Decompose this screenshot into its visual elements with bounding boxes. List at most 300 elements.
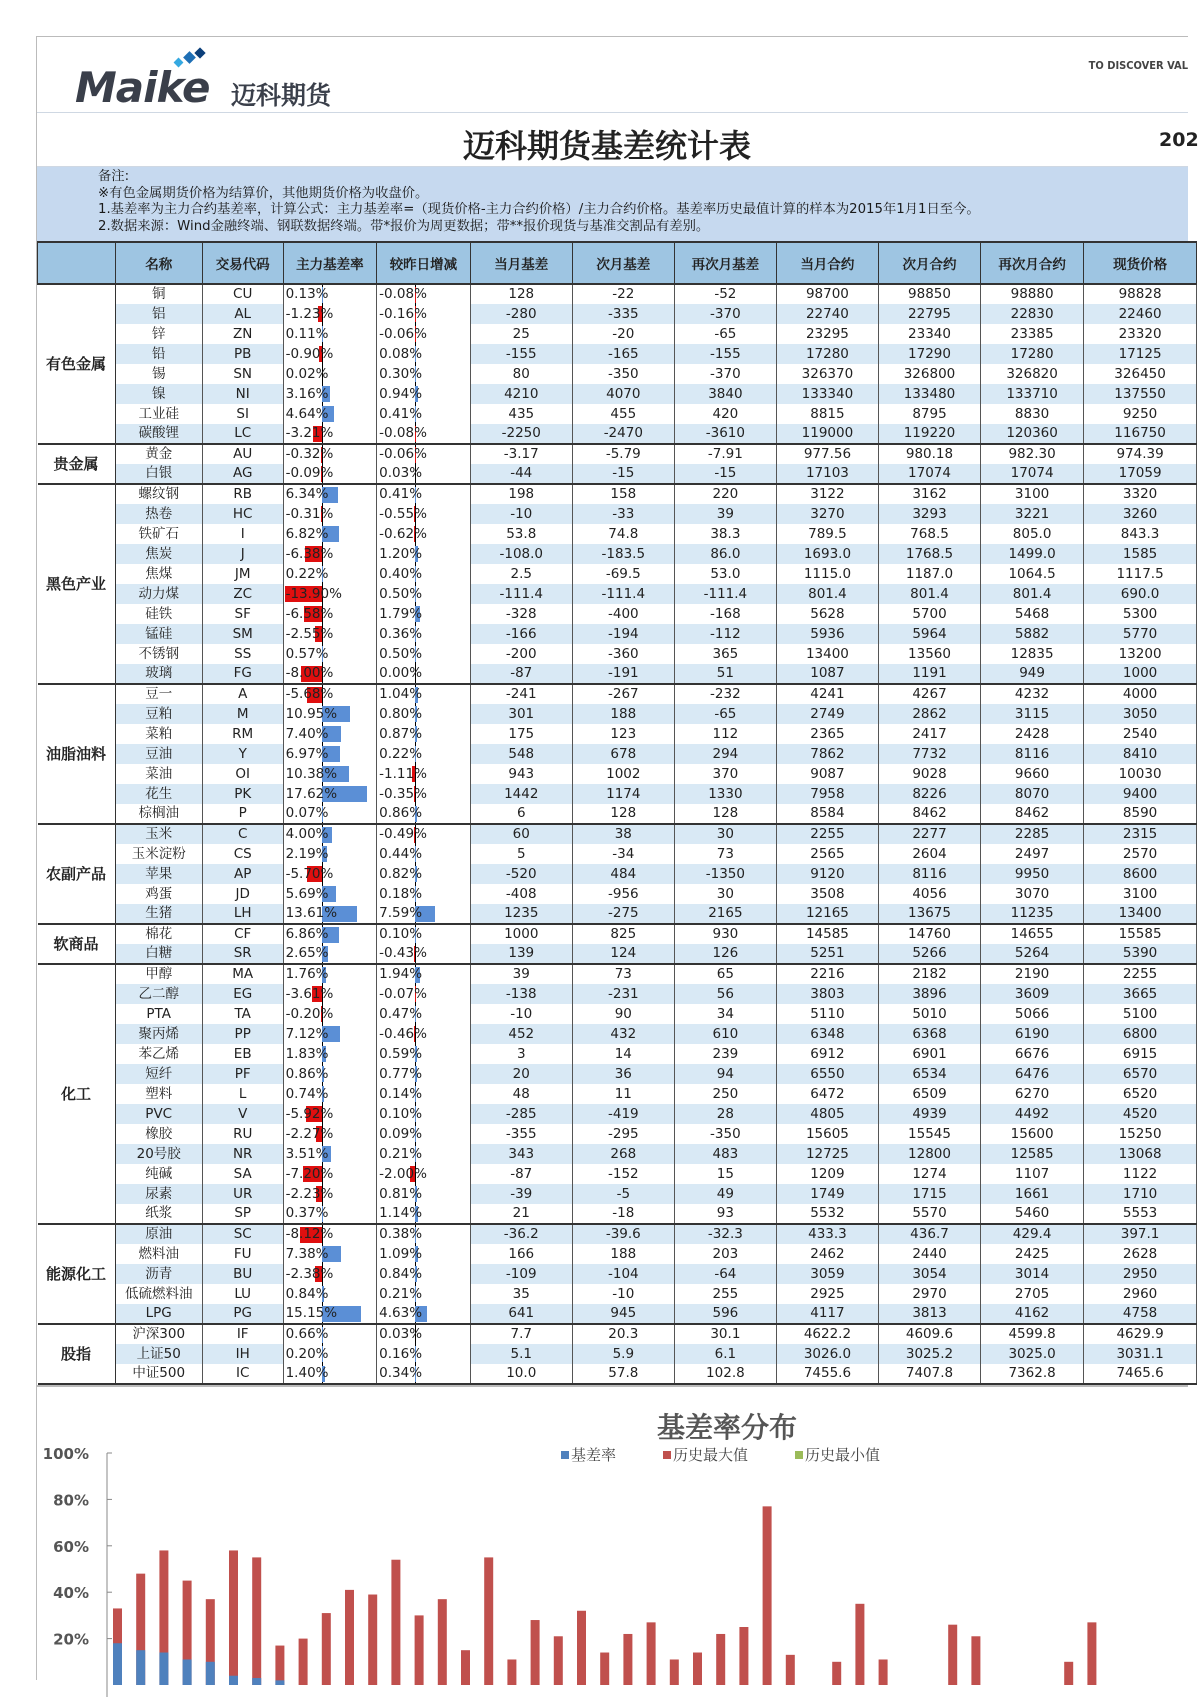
basis-rate-cell bbox=[283, 764, 377, 784]
numeric-cell: 13400 bbox=[776, 644, 878, 664]
table-row bbox=[38, 564, 1197, 584]
basis-rate-cell bbox=[283, 1284, 377, 1304]
numeric-cell: 53.8 bbox=[470, 524, 572, 544]
table-row bbox=[38, 344, 1197, 364]
trade-code: RB bbox=[202, 484, 283, 504]
numeric-cell: -400 bbox=[572, 604, 674, 624]
legend-label: 历史最小值 bbox=[805, 1446, 880, 1464]
table-row bbox=[38, 1244, 1197, 1264]
numeric-cell: -87 bbox=[470, 1164, 572, 1184]
product-name: 玻璃 bbox=[115, 664, 202, 684]
numeric-cell: 12165 bbox=[776, 904, 878, 924]
column-header: 次月合约 bbox=[878, 242, 980, 284]
numeric-cell: 38.3 bbox=[674, 524, 776, 544]
notes-box bbox=[37, 167, 1188, 241]
numeric-cell: 3508 bbox=[776, 884, 878, 904]
trade-code: FU bbox=[202, 1244, 283, 1264]
numeric-cell: 98850 bbox=[878, 284, 980, 304]
numeric-cell: 23385 bbox=[981, 324, 1084, 344]
max-value-bar bbox=[971, 1636, 980, 1685]
trade-code: LC bbox=[202, 424, 283, 444]
numeric-cell: 198 bbox=[470, 484, 572, 504]
numeric-cell: 30 bbox=[674, 824, 776, 844]
max-value-bar bbox=[832, 1662, 841, 1685]
basis-rate-cell bbox=[283, 1004, 377, 1024]
numeric-cell: 9120 bbox=[776, 864, 878, 884]
numeric-cell: 4267 bbox=[878, 684, 980, 704]
table-row bbox=[38, 724, 1197, 744]
numeric-cell: 4599.8 bbox=[981, 1324, 1084, 1344]
table-row bbox=[38, 1284, 1197, 1304]
numeric-cell: 2497 bbox=[981, 844, 1084, 864]
cell-value: -2.55% bbox=[286, 626, 334, 642]
column-header: 现货价格 bbox=[1084, 242, 1197, 284]
max-value-bar bbox=[1064, 1662, 1073, 1685]
numeric-cell: 4210 bbox=[470, 384, 572, 404]
numeric-cell: -104 bbox=[572, 1264, 674, 1284]
trade-code: RU bbox=[202, 1124, 283, 1144]
cell-value: 5.69% bbox=[286, 886, 329, 902]
cell-value: 0.47% bbox=[379, 1006, 422, 1022]
table-row bbox=[38, 364, 1197, 384]
product-name: 短纤 bbox=[115, 1064, 202, 1084]
basis-rate-cell bbox=[283, 944, 377, 964]
max-value-bar bbox=[879, 1659, 888, 1685]
cell-value: 0.59% bbox=[379, 1046, 422, 1062]
numeric-cell: 1710 bbox=[1084, 1184, 1197, 1204]
table-row bbox=[38, 384, 1197, 404]
numeric-cell: -200 bbox=[470, 644, 572, 664]
numeric-cell: 22795 bbox=[878, 304, 980, 324]
basis-rate-cell bbox=[283, 1064, 377, 1084]
numeric-cell: -10 bbox=[470, 1004, 572, 1024]
header-group-blank bbox=[38, 242, 116, 284]
product-name: 塑料 bbox=[115, 1084, 202, 1104]
cell-value: -0.32% bbox=[286, 446, 334, 462]
basis-rate-bar bbox=[275, 1680, 284, 1685]
numeric-cell: -3610 bbox=[674, 424, 776, 444]
cell-value: 13.61% bbox=[286, 905, 337, 921]
daily-change-cell bbox=[377, 544, 471, 564]
cell-value: -2.23% bbox=[286, 1186, 334, 1202]
numeric-cell: 13400 bbox=[1084, 904, 1197, 924]
numeric-cell: -194 bbox=[572, 624, 674, 644]
cell-value: 1.14% bbox=[379, 1205, 422, 1221]
product-name: 豆粕 bbox=[115, 704, 202, 724]
numeric-cell: 930 bbox=[674, 924, 776, 944]
numeric-cell: 56 bbox=[674, 984, 776, 1004]
numeric-cell: -360 bbox=[572, 644, 674, 664]
numeric-cell: 13068 bbox=[1084, 1144, 1197, 1164]
daily-change-cell bbox=[377, 324, 471, 344]
group-label: 黑色产业 bbox=[38, 484, 116, 684]
table-row bbox=[38, 984, 1197, 1004]
product-name: 锰硅 bbox=[115, 624, 202, 644]
cell-value: 0.18% bbox=[379, 886, 422, 902]
numeric-cell: 801.4 bbox=[878, 584, 980, 604]
numeric-cell: 124 bbox=[572, 944, 674, 964]
title-bar bbox=[37, 113, 1188, 167]
product-name: 菜粕 bbox=[115, 724, 202, 744]
numeric-cell: 8226 bbox=[878, 784, 980, 804]
basis-rate-cell bbox=[283, 524, 377, 544]
numeric-cell: -267 bbox=[572, 684, 674, 704]
chart-canvas bbox=[37, 1387, 1189, 1697]
trade-code: CS bbox=[202, 844, 283, 864]
numeric-cell: 6520 bbox=[1084, 1084, 1197, 1104]
cell-value: -8.12% bbox=[286, 1226, 334, 1242]
basis-rate-cell bbox=[283, 384, 377, 404]
daily-change-cell bbox=[377, 524, 471, 544]
cell-value: 0.03% bbox=[379, 1326, 422, 1342]
cell-value: 1.20% bbox=[379, 546, 422, 562]
numeric-cell: 35 bbox=[470, 1284, 572, 1304]
numeric-cell: 805.0 bbox=[981, 524, 1084, 544]
numeric-cell: 429.4 bbox=[981, 1224, 1084, 1244]
group-label: 软商品 bbox=[38, 924, 116, 964]
numeric-cell: 9250 bbox=[1084, 404, 1197, 424]
max-value-bar bbox=[716, 1634, 725, 1685]
column-header: 次月基差 bbox=[572, 242, 674, 284]
numeric-cell: 14 bbox=[572, 1044, 674, 1064]
basis-rate-cell bbox=[283, 1164, 377, 1184]
daily-change-cell bbox=[377, 484, 471, 504]
numeric-cell: -36.2 bbox=[470, 1224, 572, 1244]
product-name: 菜油 bbox=[115, 764, 202, 784]
numeric-cell: 38 bbox=[572, 824, 674, 844]
max-value-bar bbox=[461, 1650, 470, 1685]
daily-change-cell bbox=[377, 744, 471, 764]
product-name: 生猪 bbox=[115, 904, 202, 924]
numeric-cell: 25 bbox=[470, 324, 572, 344]
cell-value: -0.62% bbox=[379, 526, 427, 542]
trade-code: AP bbox=[202, 864, 283, 884]
max-value-bar bbox=[391, 1560, 400, 1685]
daily-change-cell bbox=[377, 604, 471, 624]
numeric-cell: 128 bbox=[572, 804, 674, 824]
cell-value: -13.90% bbox=[286, 586, 342, 602]
legend-label: 历史最大值 bbox=[673, 1446, 748, 1464]
legend-label: 基差率 bbox=[571, 1446, 616, 1464]
table-row bbox=[38, 1064, 1197, 1084]
basis-rate-cell bbox=[283, 844, 377, 864]
group-label: 有色金属 bbox=[38, 284, 116, 444]
product-name: 动力煤 bbox=[115, 584, 202, 604]
cell-value: 0.94% bbox=[379, 386, 422, 402]
trade-code: J bbox=[202, 544, 283, 564]
numeric-cell: 974.39 bbox=[1084, 444, 1197, 464]
numeric-cell: 12835 bbox=[981, 644, 1084, 664]
numeric-cell: 3100 bbox=[1084, 884, 1197, 904]
numeric-cell: 8462 bbox=[981, 804, 1084, 824]
numeric-cell: 80 bbox=[470, 364, 572, 384]
numeric-cell: 843.3 bbox=[1084, 524, 1197, 544]
numeric-cell: -168 bbox=[674, 604, 776, 624]
numeric-cell: 20 bbox=[470, 1064, 572, 1084]
numeric-cell: 4241 bbox=[776, 684, 878, 704]
numeric-cell: -18 bbox=[572, 1204, 674, 1224]
numeric-cell: 2277 bbox=[878, 824, 980, 844]
max-value-bar bbox=[670, 1659, 679, 1685]
numeric-cell: 1274 bbox=[878, 1164, 980, 1184]
numeric-cell: 1000 bbox=[1084, 664, 1197, 684]
daily-change-cell bbox=[377, 464, 471, 484]
numeric-cell: 102.8 bbox=[674, 1364, 776, 1384]
numeric-cell: 1191 bbox=[878, 664, 980, 684]
numeric-cell: -2470 bbox=[572, 424, 674, 444]
daily-change-cell bbox=[377, 824, 471, 844]
numeric-cell: 2.5 bbox=[470, 564, 572, 584]
product-name: 热卷 bbox=[115, 504, 202, 524]
cell-value: -8.00% bbox=[286, 665, 334, 681]
cell-value: 0.34% bbox=[379, 1365, 422, 1381]
basis-rate-cell bbox=[283, 1364, 377, 1384]
basis-rate-cell bbox=[283, 964, 377, 984]
numeric-cell: 2749 bbox=[776, 704, 878, 724]
basis-rate-chart bbox=[37, 1385, 1188, 1695]
numeric-cell: 3260 bbox=[1084, 504, 1197, 524]
numeric-cell: 15605 bbox=[776, 1124, 878, 1144]
numeric-cell: 5532 bbox=[776, 1204, 878, 1224]
product-name: 原油 bbox=[115, 1224, 202, 1244]
trade-code: IC bbox=[202, 1364, 283, 1384]
trade-code: C bbox=[202, 824, 283, 844]
slogan: TO DISCOVER VAL bbox=[1089, 59, 1188, 72]
numeric-cell: 90 bbox=[572, 1004, 674, 1024]
numeric-cell: 3100 bbox=[981, 484, 1084, 504]
table-row bbox=[38, 844, 1197, 864]
daily-change-cell bbox=[377, 384, 471, 404]
numeric-cell: -5 bbox=[572, 1184, 674, 1204]
daily-change-cell bbox=[377, 984, 471, 1004]
daily-change-cell bbox=[377, 1284, 471, 1304]
numeric-cell: 4117 bbox=[776, 1304, 878, 1324]
numeric-cell: 203 bbox=[674, 1244, 776, 1264]
cell-value: 1.76% bbox=[286, 966, 329, 982]
max-value-bar bbox=[299, 1639, 308, 1685]
numeric-cell: 98880 bbox=[981, 284, 1084, 304]
numeric-cell: 949 bbox=[981, 664, 1084, 684]
cell-value: 0.74% bbox=[286, 1086, 329, 1102]
numeric-cell: 1117.5 bbox=[1084, 564, 1197, 584]
cell-value: -5.92% bbox=[286, 1106, 334, 1122]
table-row bbox=[38, 884, 1197, 904]
numeric-cell: 98828 bbox=[1084, 284, 1197, 304]
daily-change-cell bbox=[377, 964, 471, 984]
cell-value: 0.81% bbox=[379, 1186, 422, 1202]
basis-rate-cell bbox=[283, 344, 377, 364]
y-tick-label: 80% bbox=[53, 1491, 89, 1509]
cell-value: -0.06% bbox=[379, 446, 427, 462]
daily-change-cell bbox=[377, 804, 471, 824]
numeric-cell: 2540 bbox=[1084, 724, 1197, 744]
basis-rate-cell bbox=[283, 284, 377, 304]
numeric-cell: 6570 bbox=[1084, 1064, 1197, 1084]
daily-change-cell bbox=[377, 364, 471, 384]
numeric-cell: -22 bbox=[572, 284, 674, 304]
numeric-cell: 2440 bbox=[878, 1244, 980, 1264]
product-name: 棕榈油 bbox=[115, 804, 202, 824]
cell-value: 0.22% bbox=[379, 746, 422, 762]
numeric-cell: 8830 bbox=[981, 404, 1084, 424]
numeric-cell: 6476 bbox=[981, 1064, 1084, 1084]
table-row bbox=[38, 1024, 1197, 1044]
max-value-bar bbox=[275, 1646, 284, 1685]
numeric-cell: -10 bbox=[470, 504, 572, 524]
numeric-cell: -39.6 bbox=[572, 1224, 674, 1244]
product-name: 白糖 bbox=[115, 944, 202, 964]
numeric-cell: 4232 bbox=[981, 684, 1084, 704]
numeric-cell: 5010 bbox=[878, 1004, 980, 1024]
trade-code: IF bbox=[202, 1324, 283, 1344]
numeric-cell: 28 bbox=[674, 1104, 776, 1124]
trade-code: NR bbox=[202, 1144, 283, 1164]
table-row bbox=[38, 864, 1197, 884]
numeric-cell: 5100 bbox=[1084, 1004, 1197, 1024]
numeric-cell: 220 bbox=[674, 484, 776, 504]
numeric-cell: 7862 bbox=[776, 744, 878, 764]
numeric-cell: 1122 bbox=[1084, 1164, 1197, 1184]
legend-swatch bbox=[795, 1451, 803, 1459]
numeric-cell: 2285 bbox=[981, 824, 1084, 844]
numeric-cell: 301 bbox=[470, 704, 572, 724]
numeric-cell: 678 bbox=[572, 744, 674, 764]
table-row bbox=[38, 1104, 1197, 1124]
daily-change-cell bbox=[377, 504, 471, 524]
numeric-cell: 610 bbox=[674, 1024, 776, 1044]
basis-rate-cell bbox=[283, 304, 377, 324]
numeric-cell: 2255 bbox=[776, 824, 878, 844]
cell-value: 3.16% bbox=[286, 386, 329, 402]
numeric-cell: 1499.0 bbox=[981, 544, 1084, 564]
numeric-cell: -2250 bbox=[470, 424, 572, 444]
numeric-cell: 8116 bbox=[981, 744, 1084, 764]
cell-value: 7.12% bbox=[286, 1026, 329, 1042]
numeric-cell: -20 bbox=[572, 324, 674, 344]
product-name: 锌 bbox=[115, 324, 202, 344]
product-name: LPG bbox=[115, 1304, 202, 1324]
cell-value: 0.80% bbox=[379, 706, 422, 722]
cell-value: 0.30% bbox=[379, 366, 422, 382]
report-sheet bbox=[36, 36, 1188, 1680]
numeric-cell: -112 bbox=[674, 624, 776, 644]
group-label: 化工 bbox=[38, 964, 116, 1224]
table-row bbox=[38, 1004, 1197, 1024]
product-name: 鸡蛋 bbox=[115, 884, 202, 904]
logo-wordmark: Maike bbox=[75, 63, 209, 112]
numeric-cell: 39 bbox=[674, 504, 776, 524]
numeric-cell: -370 bbox=[674, 364, 776, 384]
numeric-cell: 2417 bbox=[878, 724, 980, 744]
numeric-cell: 801.4 bbox=[776, 584, 878, 604]
numeric-cell: 6901 bbox=[878, 1044, 980, 1064]
trade-code: SC bbox=[202, 1224, 283, 1244]
y-tick-label: 60% bbox=[53, 1538, 89, 1556]
daily-change-cell bbox=[377, 424, 471, 444]
cell-value: 1.04% bbox=[379, 686, 422, 702]
product-name: PVC bbox=[115, 1104, 202, 1124]
basis-rate-cell bbox=[283, 1304, 377, 1324]
daily-change-cell bbox=[377, 284, 471, 304]
cell-value: 0.86% bbox=[379, 805, 422, 821]
basis-rate-cell bbox=[283, 1224, 377, 1244]
numeric-cell: 3070 bbox=[981, 884, 1084, 904]
table-row bbox=[38, 784, 1197, 804]
cell-value: 0.40% bbox=[379, 566, 422, 582]
numeric-cell: 5390 bbox=[1084, 944, 1197, 964]
basis-rate-cell bbox=[283, 804, 377, 824]
basis-rate-bar bbox=[159, 1653, 168, 1685]
numeric-cell: 9028 bbox=[878, 764, 980, 784]
numeric-cell: 5.9 bbox=[572, 1344, 674, 1364]
basis-rate-cell bbox=[283, 1084, 377, 1104]
basis-rate-cell bbox=[283, 564, 377, 584]
daily-change-cell bbox=[377, 564, 471, 584]
numeric-cell: 3115 bbox=[981, 704, 1084, 724]
product-name: 铁矿石 bbox=[115, 524, 202, 544]
daily-change-cell bbox=[377, 584, 471, 604]
cell-value: -0.20% bbox=[286, 1006, 334, 1022]
table-row bbox=[38, 504, 1197, 524]
group-label: 贵金属 bbox=[38, 444, 116, 484]
numeric-cell: 5.1 bbox=[470, 1344, 572, 1364]
table-row bbox=[38, 524, 1197, 544]
numeric-cell: 12725 bbox=[776, 1144, 878, 1164]
numeric-cell: -280 bbox=[470, 304, 572, 324]
cell-value: 0.08% bbox=[379, 346, 422, 362]
cell-value: -0.08% bbox=[379, 286, 427, 302]
cell-value: 0.21% bbox=[379, 1286, 422, 1302]
daily-change-cell bbox=[377, 1004, 471, 1024]
numeric-cell: 3 bbox=[470, 1044, 572, 1064]
table-row bbox=[38, 1344, 1197, 1364]
numeric-cell: 17074 bbox=[878, 464, 980, 484]
numeric-cell: 2960 bbox=[1084, 1284, 1197, 1304]
numeric-cell: 93 bbox=[674, 1204, 776, 1224]
cell-value: 4.63% bbox=[379, 1305, 422, 1321]
numeric-cell: 5936 bbox=[776, 624, 878, 644]
table-row bbox=[38, 604, 1197, 624]
table-row bbox=[38, 1124, 1197, 1144]
numeric-cell: -335 bbox=[572, 304, 674, 324]
max-value-bar bbox=[855, 1604, 864, 1685]
numeric-cell: 6912 bbox=[776, 1044, 878, 1064]
trade-code: SN bbox=[202, 364, 283, 384]
numeric-cell: 980.18 bbox=[878, 444, 980, 464]
numeric-cell: -138 bbox=[470, 984, 572, 1004]
numeric-cell: 8116 bbox=[878, 864, 980, 884]
basis-rate-cell bbox=[283, 1244, 377, 1264]
daily-change-cell bbox=[377, 1184, 471, 1204]
numeric-cell: 6472 bbox=[776, 1084, 878, 1104]
numeric-cell: 3050 bbox=[1084, 704, 1197, 724]
numeric-cell: 2925 bbox=[776, 1284, 878, 1304]
numeric-cell: 86.0 bbox=[674, 544, 776, 564]
numeric-cell: 14585 bbox=[776, 924, 878, 944]
daily-change-cell bbox=[377, 884, 471, 904]
cell-value: 0.22% bbox=[286, 566, 329, 582]
product-name: 苯乙烯 bbox=[115, 1044, 202, 1064]
numeric-cell: -44 bbox=[470, 464, 572, 484]
numeric-cell: 2182 bbox=[878, 964, 980, 984]
table-row bbox=[38, 1224, 1197, 1244]
cell-value: 0.21% bbox=[379, 1146, 422, 1162]
product-name: 沥青 bbox=[115, 1264, 202, 1284]
numeric-cell: 4609.6 bbox=[878, 1324, 980, 1344]
numeric-cell: 3221 bbox=[981, 504, 1084, 524]
numeric-cell: 433.3 bbox=[776, 1224, 878, 1244]
basis-rate-bar bbox=[136, 1650, 145, 1685]
